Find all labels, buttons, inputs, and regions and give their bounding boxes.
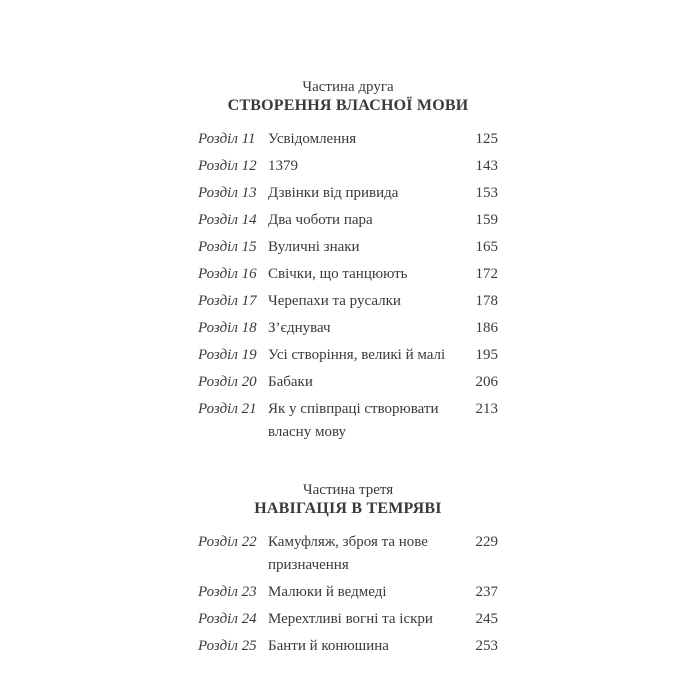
toc-row bbox=[198, 531, 498, 577]
chapter-label: Розділ 19 bbox=[198, 347, 257, 363]
chapter-page-number: 229 bbox=[475, 534, 498, 550]
chapter-title: Вуличні знаки bbox=[268, 239, 360, 255]
chapter-label: Розділ 16 bbox=[198, 266, 257, 282]
chapter-label: Розділ 15 bbox=[198, 239, 257, 255]
chapter-title: З’єднувач bbox=[268, 320, 331, 336]
chapter-page-number: 237 bbox=[475, 584, 498, 600]
chapter-label: Розділ 20 bbox=[198, 374, 257, 390]
toc-row bbox=[198, 128, 498, 151]
chapter-label: Розділ 24 bbox=[198, 611, 257, 627]
toc-row bbox=[198, 317, 498, 340]
toc-row bbox=[198, 371, 498, 394]
chapter-title: Дзвінки від привида bbox=[268, 185, 399, 201]
chapter-page-number: 245 bbox=[475, 611, 498, 627]
toc-row bbox=[198, 290, 498, 313]
chapter-page-number: 195 bbox=[475, 347, 498, 363]
chapter-title: 1379 bbox=[268, 158, 298, 174]
chapter-label: Розділ 18 bbox=[198, 320, 257, 336]
chapter-page-number: 186 bbox=[475, 320, 498, 336]
toc-row bbox=[198, 236, 498, 259]
part-label: Частина третя bbox=[302, 482, 394, 498]
toc-row bbox=[198, 398, 498, 444]
chapter-title: Усі створіння, великі й малі bbox=[268, 347, 446, 363]
chapter-label: Розділ 25 bbox=[198, 638, 257, 654]
part-title: СТВОРЕННЯ ВЛАСНОЇ МОВИ bbox=[227, 97, 469, 114]
chapter-title: Черепахи та русалки bbox=[268, 293, 401, 309]
toc-section-part-two bbox=[198, 78, 498, 444]
chapter-title: Банти й конюшина bbox=[268, 638, 389, 654]
chapter-page-number: 125 bbox=[475, 131, 498, 147]
chapter-page-number: 206 bbox=[475, 374, 498, 390]
chapter-title: Свічки, що танцюють bbox=[268, 266, 408, 282]
chapter-page-number: 165 bbox=[475, 239, 498, 255]
toc-row bbox=[198, 635, 498, 658]
chapter-page-number: 213 bbox=[475, 401, 498, 417]
toc-row bbox=[198, 209, 498, 232]
chapter-label: Розділ 23 bbox=[198, 584, 257, 600]
chapter-title: Бабаки bbox=[268, 374, 313, 390]
chapter-title: Два чоботи пара bbox=[268, 212, 373, 228]
chapter-page-number: 153 bbox=[475, 185, 498, 201]
chapter-label: Розділ 13 bbox=[198, 185, 257, 201]
chapter-label: Розділ 22 bbox=[198, 534, 257, 550]
part-label: Частина друга bbox=[302, 79, 394, 95]
chapter-title: Малюки й ведмеді bbox=[268, 584, 387, 600]
chapter-page-number: 172 bbox=[475, 266, 498, 282]
chapter-label: Розділ 17 bbox=[198, 293, 257, 309]
chapter-title: Як у співпраці створювати власну мову bbox=[268, 401, 439, 440]
toc-row bbox=[198, 155, 498, 178]
toc-row bbox=[198, 344, 498, 367]
toc-row bbox=[198, 263, 498, 286]
chapter-page-number: 143 bbox=[475, 158, 498, 174]
chapter-label: Розділ 21 bbox=[198, 401, 257, 417]
toc-section-part-three bbox=[198, 481, 498, 658]
table-of-contents bbox=[198, 78, 498, 662]
chapter-label: Розділ 14 bbox=[198, 212, 257, 228]
toc-row bbox=[198, 581, 498, 604]
chapter-page-number: 178 bbox=[475, 293, 498, 309]
part-title: НАВІГАЦІЯ В ТЕМРЯВІ bbox=[254, 500, 442, 517]
chapter-label: Розділ 11 bbox=[198, 131, 256, 147]
chapter-title: Мерехтливі вогні та іскри bbox=[268, 611, 433, 627]
chapter-title: Усвідомлення bbox=[268, 131, 357, 147]
toc-row bbox=[198, 608, 498, 631]
chapter-label: Розділ 12 bbox=[198, 158, 257, 174]
chapter-page-number: 159 bbox=[475, 212, 498, 228]
chapter-title: Камуфляж, зброя та нове призначення bbox=[268, 534, 428, 573]
toc-row bbox=[198, 182, 498, 205]
chapter-page-number: 253 bbox=[475, 638, 498, 654]
